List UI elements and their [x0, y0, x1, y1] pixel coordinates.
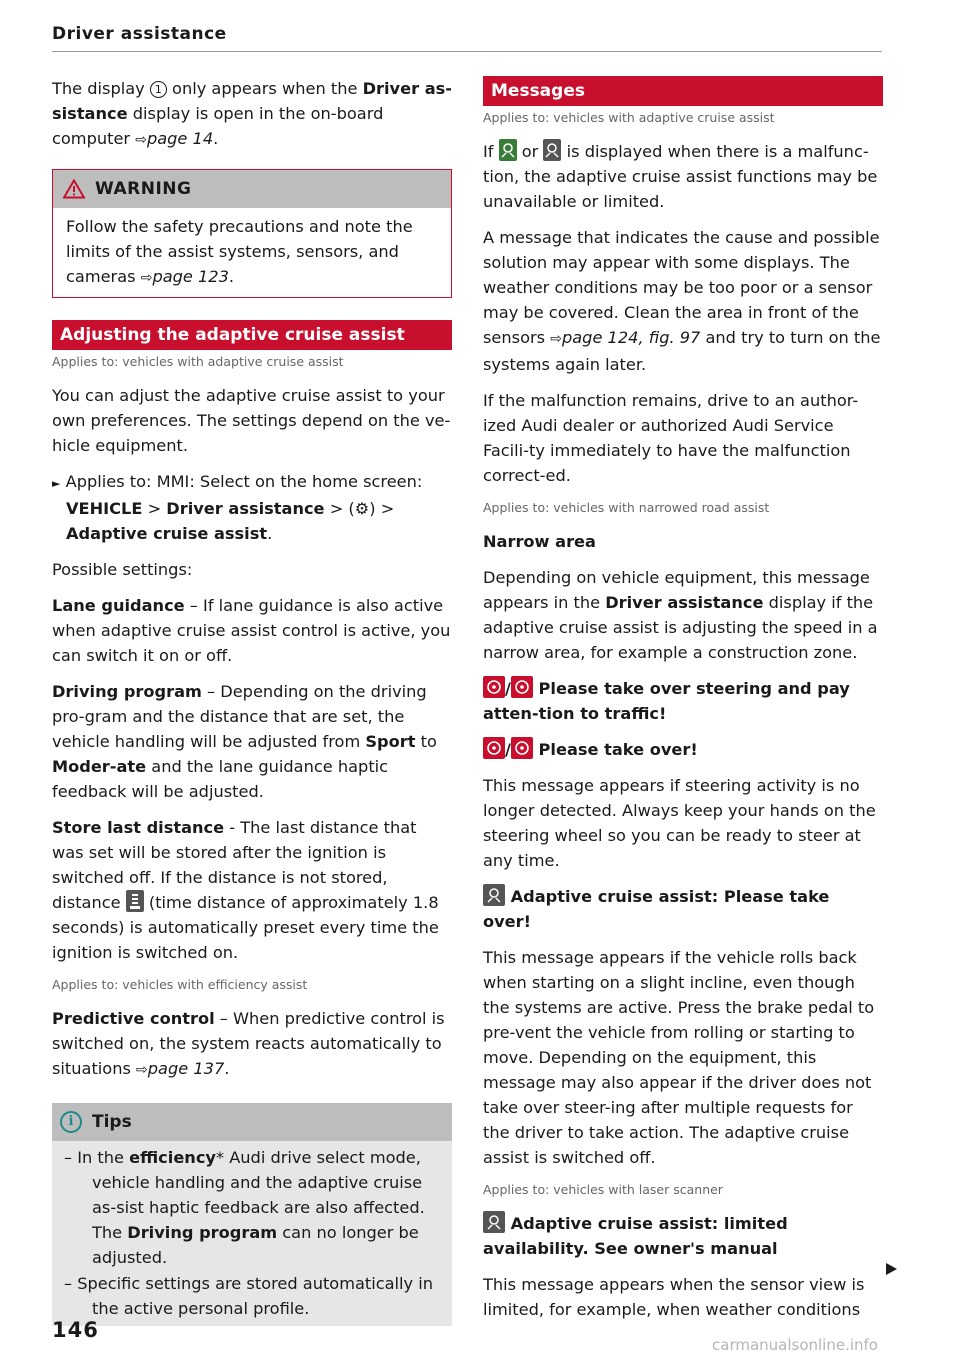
steering-warning-red-icon: [511, 737, 533, 759]
message-limited-availability: Adaptive cruise assist: limited availability. See owner's manual: [483, 1211, 883, 1261]
ref-arrow-icon: ⇨: [136, 1062, 148, 1078]
watermark: carmanualsonline.info: [712, 1336, 878, 1354]
applies-note: Applies to: vehicles with adaptive cruise assist: [483, 110, 775, 125]
tips-title: Tips: [92, 1112, 132, 1132]
setting-predictive-control: Predictive control – When predictive control is switched on, the system reacts automatically to situations ⇨page 137.: [52, 1009, 445, 1078]
paragraph: This message appears if steering activity is no longer detected. Always keep your hands on the steering wheel so you can be ready to steer at any time.: [483, 776, 876, 870]
tip-item: – In the efficiency* Audi drive select mode, vehicle handling and the adaptive cruise as-sist haptic feedback are also affected. The Driving program can no longer be adjusted.: [64, 1148, 425, 1267]
continue-arrow-icon: [884, 1262, 898, 1276]
warning-title: WARNING: [95, 179, 192, 199]
paragraph: Depending on vehicle equipment, this message appears in the Driver assistance display if the adaptive cruise assist is adjusting the speed in a narrow area, for example a construction zone.: [483, 568, 878, 662]
intro-paragraph: The display 1 only appears when the Driver as-sistance display is open in the on-board computer ⇨page 14.: [52, 79, 452, 148]
header-title: Driver assistance: [52, 24, 227, 44]
steering-warning-red-icon: [511, 676, 533, 698]
tip-item: – Specific settings are stored automatically in the active personal profile.: [64, 1274, 434, 1318]
message-acc-take-over: Adaptive cruise assist: Please take over!: [483, 884, 883, 934]
gear-icon: ⚙: [354, 499, 370, 518]
message-take-over: / Please take over!: [483, 737, 883, 762]
left-column: [52, 76, 452, 1326]
info-circle-icon: i: [60, 1111, 82, 1133]
paragraph: Possible settings:: [52, 560, 193, 579]
steering-warning-yellow-icon: [483, 676, 505, 698]
subhead-narrow-area: Narrow area: [483, 532, 596, 551]
applies-note: Applies to: vehicles with narrowed road assist: [483, 500, 770, 515]
applies-note: Applies to: vehicles with efficiency assist: [52, 977, 308, 992]
right-column: [483, 76, 883, 1333]
paragraph: A message that indicates the cause and possible solution may appear with some displays. The weather conditions may be too poor or a sensor may be covered. Clean the area in front of the sensors ⇨page 124, fig. 97 and try to turn on the systems again later.: [483, 228, 881, 374]
paragraph: This message appears when the sensor view is limited, for example, when weather conditions: [483, 1275, 865, 1319]
section-title-messages: Messages: [483, 76, 883, 106]
section-title-adjusting: Adjusting the adaptive cruise assist: [52, 320, 452, 350]
ref-arrow-icon: ⇨: [135, 132, 147, 148]
page-ref-link[interactable]: ⇨page 123: [140, 267, 229, 286]
page-ref-link[interactable]: ⇨page 137: [136, 1059, 225, 1078]
setting-driving-program: Driving program – Depending on the driving pro-gram and the distance that are set, the vehicle handling will be adjusted from Sport to Moder-ate and the lane guidance haptic feedback will be adjusted.: [52, 682, 437, 801]
distance-bars-icon: [126, 890, 144, 912]
acc-malfunction-gray-icon: [543, 139, 561, 161]
menu-path-vehicle: VEHICLE: [66, 499, 143, 518]
intro-text-c: display is open in the on-board computer: [52, 104, 384, 148]
applies-note: Applies to: vehicles with adaptive cruise assist: [52, 354, 344, 369]
warning-box: [52, 169, 452, 298]
intro-text-a: The display: [52, 79, 150, 98]
warning-header: [53, 170, 451, 208]
paragraph: If or is displayed when there is a malfunc-tion, the adaptive cruise assist functions may be unavailable or limited.: [483, 139, 883, 214]
menu-path-adaptive-cruise-assist: Adaptive cruise assist: [66, 524, 268, 543]
paragraph: You can adjust the adaptive cruise assist to your own preferences. The settings depend on the ve-hicle equipment.: [52, 386, 451, 455]
callout-circle-1: 1: [150, 81, 167, 98]
applies-note: Applies to: vehicles with laser scanner: [483, 1182, 723, 1197]
acc-malfunction-green-icon: [499, 139, 517, 161]
step-bullet-icon: ►: [52, 477, 61, 490]
page-header: [52, 24, 882, 52]
step-instruction: ► Applies to: MMI: Select on the home screen: VEHICLE > Driver assistance > (⚙) > Adaptive cruise assist.: [52, 472, 423, 543]
ref-arrow-icon: ⇨: [550, 331, 562, 347]
setting-store-last-distance: Store last distance - The last distance that was set will be stored after the ignition is switched off. If the distance is not stored, distance (time distance of approximately 1.8 seconds) is automatically preset every time the ignition is switched on.: [52, 818, 439, 962]
paragraph: This message appears if the vehicle rolls back when starting on a slight incline, even though the systems are active. Press the brake pedal to pre-vent the vehicle from rolling or starting to move. Depending on the equipment, this message may also appear if the driver does not take over steer-ing after multiple requests for the driver to take action. The adaptive cruise assist is switched off.: [483, 948, 875, 1167]
page-number: 146: [52, 1318, 99, 1342]
ref-arrow-icon: ⇨: [140, 270, 153, 286]
intro-bold: Driver as-sistance: [52, 79, 452, 123]
warning-triangle-icon: [63, 179, 85, 199]
tips-box: [52, 1103, 452, 1326]
paragraph: If the malfunction remains, drive to an author-ized Audi dealer or authorized Audi Service Facili-ty immediately to have the malfunction correct-ed.: [483, 391, 859, 485]
acc-warning-gray-icon: [483, 884, 505, 906]
acc-limited-gray-icon: [483, 1211, 505, 1233]
steering-warning-yellow-icon: [483, 737, 505, 759]
intro-text-b: only appears when the: [166, 79, 363, 98]
warning-text: Follow the safety precautions and note the limits of the assist systems, sensors, and cameras ⇨page 123.: [66, 217, 413, 286]
setting-lane-guidance: Lane guidance – If lane guidance is also active when adaptive cruise assist control is active, you can switch it on or off.: [52, 596, 451, 665]
tips-header: [52, 1103, 452, 1141]
message-take-over-steering: / Please take over steering and pay atten-tion to traffic!: [483, 676, 883, 726]
menu-path-driver-assistance: Driver assistance: [166, 499, 325, 518]
page-ref-link[interactable]: ⇨page 14: [135, 129, 214, 148]
page-ref-link[interactable]: ⇨page 124, fig. 97: [550, 328, 701, 347]
tips-body: [52, 1141, 452, 1326]
